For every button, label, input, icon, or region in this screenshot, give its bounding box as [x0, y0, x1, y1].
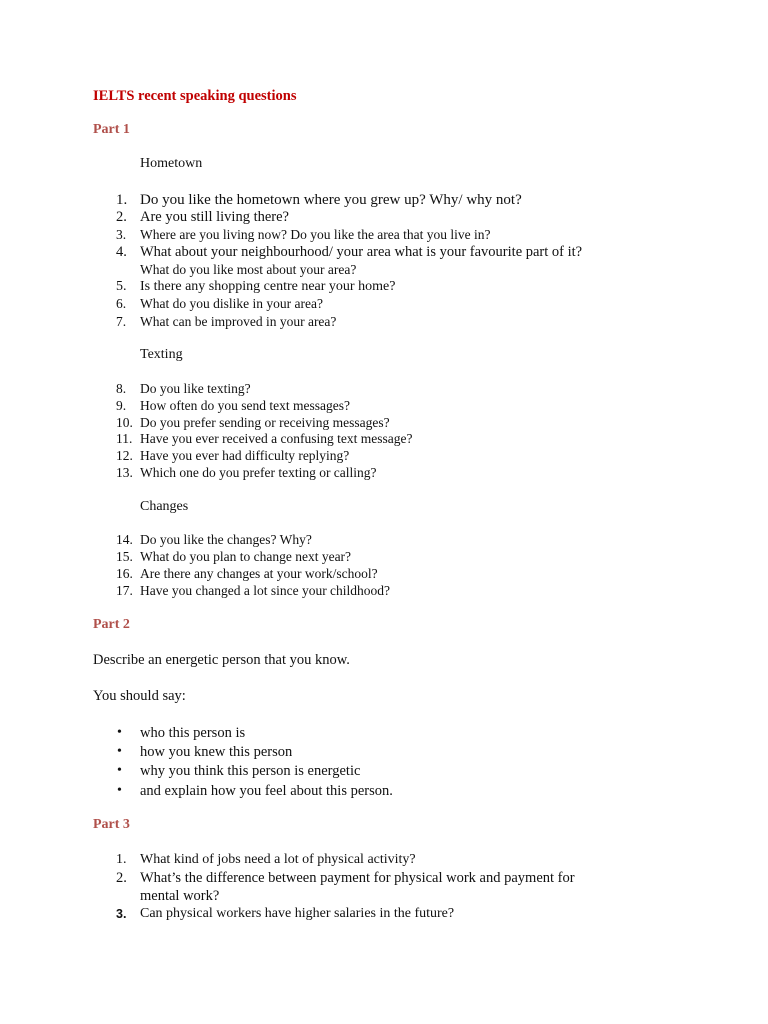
question-item: [0, 582, 768, 600]
page-title-row: [0, 87, 768, 105]
question-continuation: [0, 887, 768, 905]
question-text: Do you like the changes? Why?: [140, 532, 312, 547]
topic-heading-hometown: [0, 155, 768, 173]
question-number: 16.: [116, 566, 133, 581]
part2-prompt: Describe an energetic person that you know.: [93, 652, 350, 668]
part3-heading: Part 3: [93, 817, 130, 832]
question-item: [0, 380, 768, 398]
question-text: How often do you send text messages?: [140, 398, 350, 413]
question-number: 6.: [116, 296, 127, 311]
part2-heading: Part 2: [93, 617, 130, 632]
question-item: [0, 313, 768, 331]
question-text: Are you still living there?: [140, 209, 289, 225]
question-number: 17.: [116, 583, 133, 598]
topic-title: Texting: [140, 347, 183, 362]
question-item: [0, 531, 768, 549]
question-number: 3.: [116, 907, 127, 921]
question-text: Is there any shopping centre near your home?: [140, 279, 396, 294]
question-item: [0, 243, 768, 261]
part2-instruction-row: [0, 687, 768, 705]
bullet-icon: •: [117, 783, 122, 798]
topic-title: Hometown: [140, 156, 203, 171]
question-number: 13.: [116, 465, 133, 480]
part2-instruction: You should say:: [93, 688, 186, 704]
question-item: [0, 278, 768, 296]
question-number: 14.: [116, 532, 133, 547]
part1-heading-row: [0, 121, 768, 139]
question-text: What about your neighbourhood/ your area what is your favourite part of it?: [140, 244, 583, 260]
question-item: [0, 226, 768, 244]
question-text: Have you ever received a confusing text message?: [140, 431, 413, 446]
question-number: 1.: [116, 192, 128, 208]
question-text: Where are you living now? Do you like the area that you live in?: [140, 227, 491, 242]
topic-title: Changes: [140, 499, 189, 514]
question-item: [0, 430, 768, 448]
question-item: [0, 565, 768, 583]
question-number: 12.: [116, 448, 133, 463]
question-number: 3.: [116, 227, 127, 242]
question-text: What’s the difference between payment for physical work and payment for: [140, 870, 575, 886]
question-number: 1.: [116, 852, 127, 867]
question-item: [0, 447, 768, 465]
question-text: Do you like the hometown where you grew up? Why/ why not?: [140, 192, 522, 208]
question-number: 5.: [116, 279, 127, 294]
bullet-icon: •: [117, 744, 122, 759]
question-text: Do you prefer sending or receiving messages?: [140, 415, 390, 430]
question-text: What do you plan to change next year?: [140, 549, 352, 564]
question-continuation-text: What do you like most about your area?: [140, 262, 357, 277]
bullet-item: [0, 724, 768, 742]
question-continuation-text: mental work?: [140, 888, 220, 904]
question-number: 2.: [116, 209, 127, 225]
question-text: What do you dislike in your area?: [140, 296, 323, 311]
question-item: [0, 851, 768, 869]
question-number: 15.: [116, 549, 133, 564]
question-number: 10.: [116, 415, 133, 430]
bullet-item: [0, 782, 768, 800]
question-text: Can physical workers have higher salaries in the future?: [140, 906, 455, 921]
bullet-text: who this person is: [140, 725, 246, 741]
topic-heading-texting: [0, 346, 768, 364]
question-number: 8.: [116, 381, 127, 396]
question-text: What kind of jobs need a lot of physical activity?: [140, 852, 416, 867]
bullet-item: [0, 762, 768, 780]
question-number: 9.: [116, 398, 127, 413]
question-number: 4.: [116, 244, 127, 260]
part2-prompt-row: [0, 651, 768, 669]
question-item: [0, 191, 768, 209]
question-text: Which one do you prefer texting or calling?: [140, 465, 377, 480]
question-text: Have you changed a lot since your childhood?: [140, 583, 391, 598]
part1-heading: Part 1: [93, 122, 130, 137]
bullet-text: why you think this person is energetic: [140, 763, 361, 779]
question-continuation: [0, 261, 768, 279]
question-item: [0, 397, 768, 415]
question-item: [0, 208, 768, 226]
part3-heading-row: [0, 816, 768, 834]
question-text: Have you ever had difficulty replying?: [140, 448, 350, 463]
bullet-text: and explain how you feel about this person.: [140, 783, 393, 799]
question-text: Are there any changes at your work/school?: [140, 566, 378, 581]
question-text: What can be improved in your area?: [140, 314, 337, 329]
bullet-icon: •: [117, 725, 122, 740]
question-number: 11.: [116, 431, 133, 446]
question-item: [0, 548, 768, 566]
question-item: [0, 464, 768, 482]
question-item: [0, 869, 768, 887]
question-number: 2.: [116, 870, 127, 886]
page-title: IELTS recent speaking questions: [93, 88, 297, 104]
question-text: Do you like texting?: [140, 381, 251, 396]
topic-heading-changes: [0, 498, 768, 516]
question-item: [0, 905, 768, 923]
question-item: [0, 295, 768, 313]
bullet-item: [0, 743, 768, 761]
bullet-icon: •: [117, 763, 122, 778]
bullet-text: how you knew this person: [140, 744, 293, 760]
part2-heading-row: [0, 616, 768, 634]
question-number: 7.: [116, 314, 127, 329]
